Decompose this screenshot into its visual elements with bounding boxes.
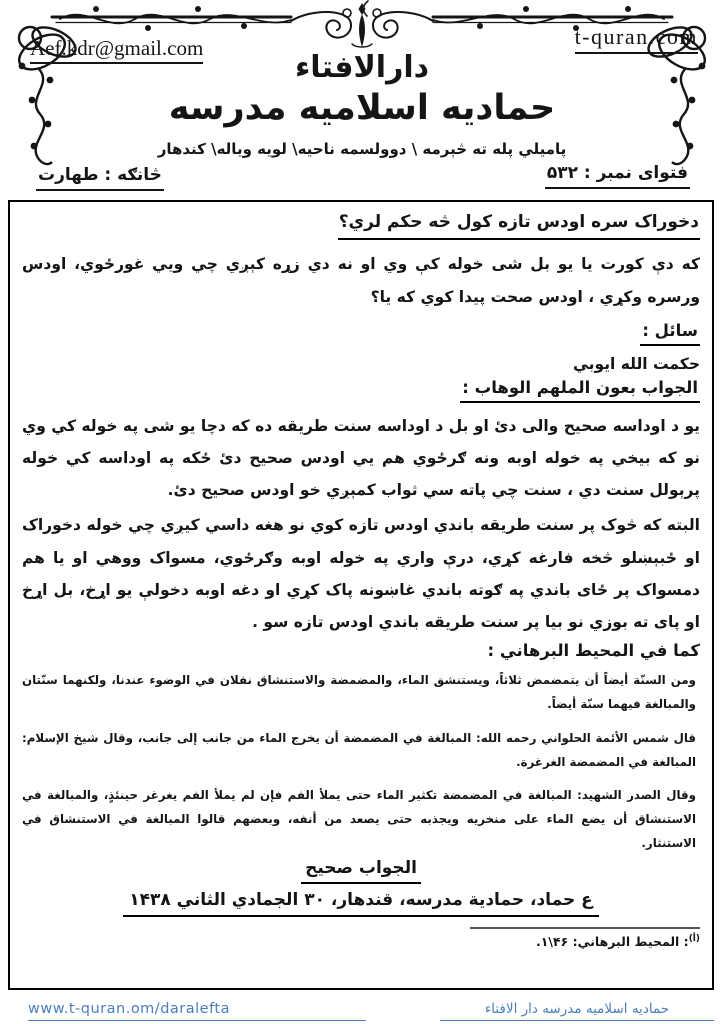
arabic-quote: وقال الصدر الشهيد: المبالغة في المضمضة تكثير الماء حتى يملأ الفم فإن لم يملأ الفم يغرغر حينئذٍ، والمبالغة في الاستنشاق أن يضع الماء على منخريه ويجذبه حتى يصعد من أنفه، وبعضهم قالوا المبالغة في الاستنشاق في الاستنثار. [22, 787, 696, 851]
arabic-quote: قال شمس الأئمة الحلواني رحمه الله: المبالغة في المضمضة أن يخرج الماء من جانب إلى جانب، وقال شيخ الإسلام: المبالغة في المضمضة الغرغرة. [22, 730, 696, 769]
footer-site-name-link[interactable]: حماديه اسلاميه مدرسه دار الافتاء [440, 1001, 714, 1021]
email-link[interactable]: Aef.kdr@gmail.com [30, 36, 203, 64]
verdict-stamp: الجواب صحيح [301, 858, 421, 884]
question-title: دخوراک سره اودس تازه کول څه حکم لري؟ [338, 210, 700, 240]
answer-heading: الجواب بعون الملهم الوهاب : [460, 377, 700, 403]
section-label: څانګه : طهارت [36, 165, 164, 191]
footnote [22, 927, 700, 949]
arabic-quote: ومن السنّة أيضاً أن يتمضمض ثلاثاً، ويستنشق الماء، والمضمضة والاستنشاق نفلان في الوضوء عندنا، ولكنهما سنّتان والمبالغة فيهما سنّة أيضاً. [22, 673, 696, 712]
question-text: که دې کورت يا يو بل شی خوله کې وي او نه دي زړه کېږي چي ويي غورځوي، اودس ورسره وکړي ، اودس صحت پيدا کوي که يا؟ [22, 255, 700, 307]
answer-paragraph: البته که څوک پر سنت طريقه باندي اودس تازه کوي نو هغه داسي کيږي چي خوله دخوراک او ځبېښلو څخه فارغه کړي، درې واري په خوله اوبه وګرځوي، مسواک ووهي او يا هم دمسواک پر ځای باندي په ګوته باندي غاښونه پاک کړي او دغه اوبه دخولې يو اړخ، بل اړخ او پای ته بوزي نو بيا پر سنت طريقه باندي اودس تازه سو . [22, 516, 700, 632]
fatwa-body-frame [8, 200, 714, 990]
reference-heading: کما في المحيط البرهاني : [487, 641, 700, 661]
footnote-marker: (أ) [688, 934, 700, 944]
asker-label: سائل : [640, 320, 700, 346]
org-name: حماديه اسلاميه مدرسه [168, 88, 556, 128]
org-address: پاميلي پله ته څېرمه \ دوولسمه ناحيه\ لويه وياله\ كندهار [157, 140, 567, 158]
asker-name: حکمت الله ايوبي [573, 354, 700, 373]
fatwa-number-label: فتوای نمبر : ۵۳۲ [545, 163, 690, 189]
footnote-reference: : المحيط البرهاني: ۴۶\۱. [535, 934, 689, 950]
fatwa-conclusion [10, 856, 712, 988]
page-footer [28, 997, 714, 1021]
answer-paragraph: يو د اوداسه صحيح والی دئ او بل د اوداسه سنت طريقه ده که دچا يو شی په خوله کي وي نو که بيخي په خوله اوبه ونه ګرځوي هم يي اودس صحيح دئ ځکه په اوداسه کي خوله پرېولل سنت دي ، سنت چي پاته سي ثواب کمېږي خو اودس صحيح دئ. [22, 416, 700, 500]
org-title: دارالافتاء [294, 50, 430, 85]
footer-url-link[interactable]: www.t-quran.om/daralefta [28, 1001, 366, 1021]
footnote-divider [470, 927, 700, 929]
fatwa-body-content [22, 210, 700, 856]
signature-line: ع حماد، حمادية مدرسه، قندهار، ۳۰ الجمادي الثاني ۱۴۳۸ [123, 886, 599, 917]
website-link[interactable]: t-quran.com [575, 24, 698, 54]
